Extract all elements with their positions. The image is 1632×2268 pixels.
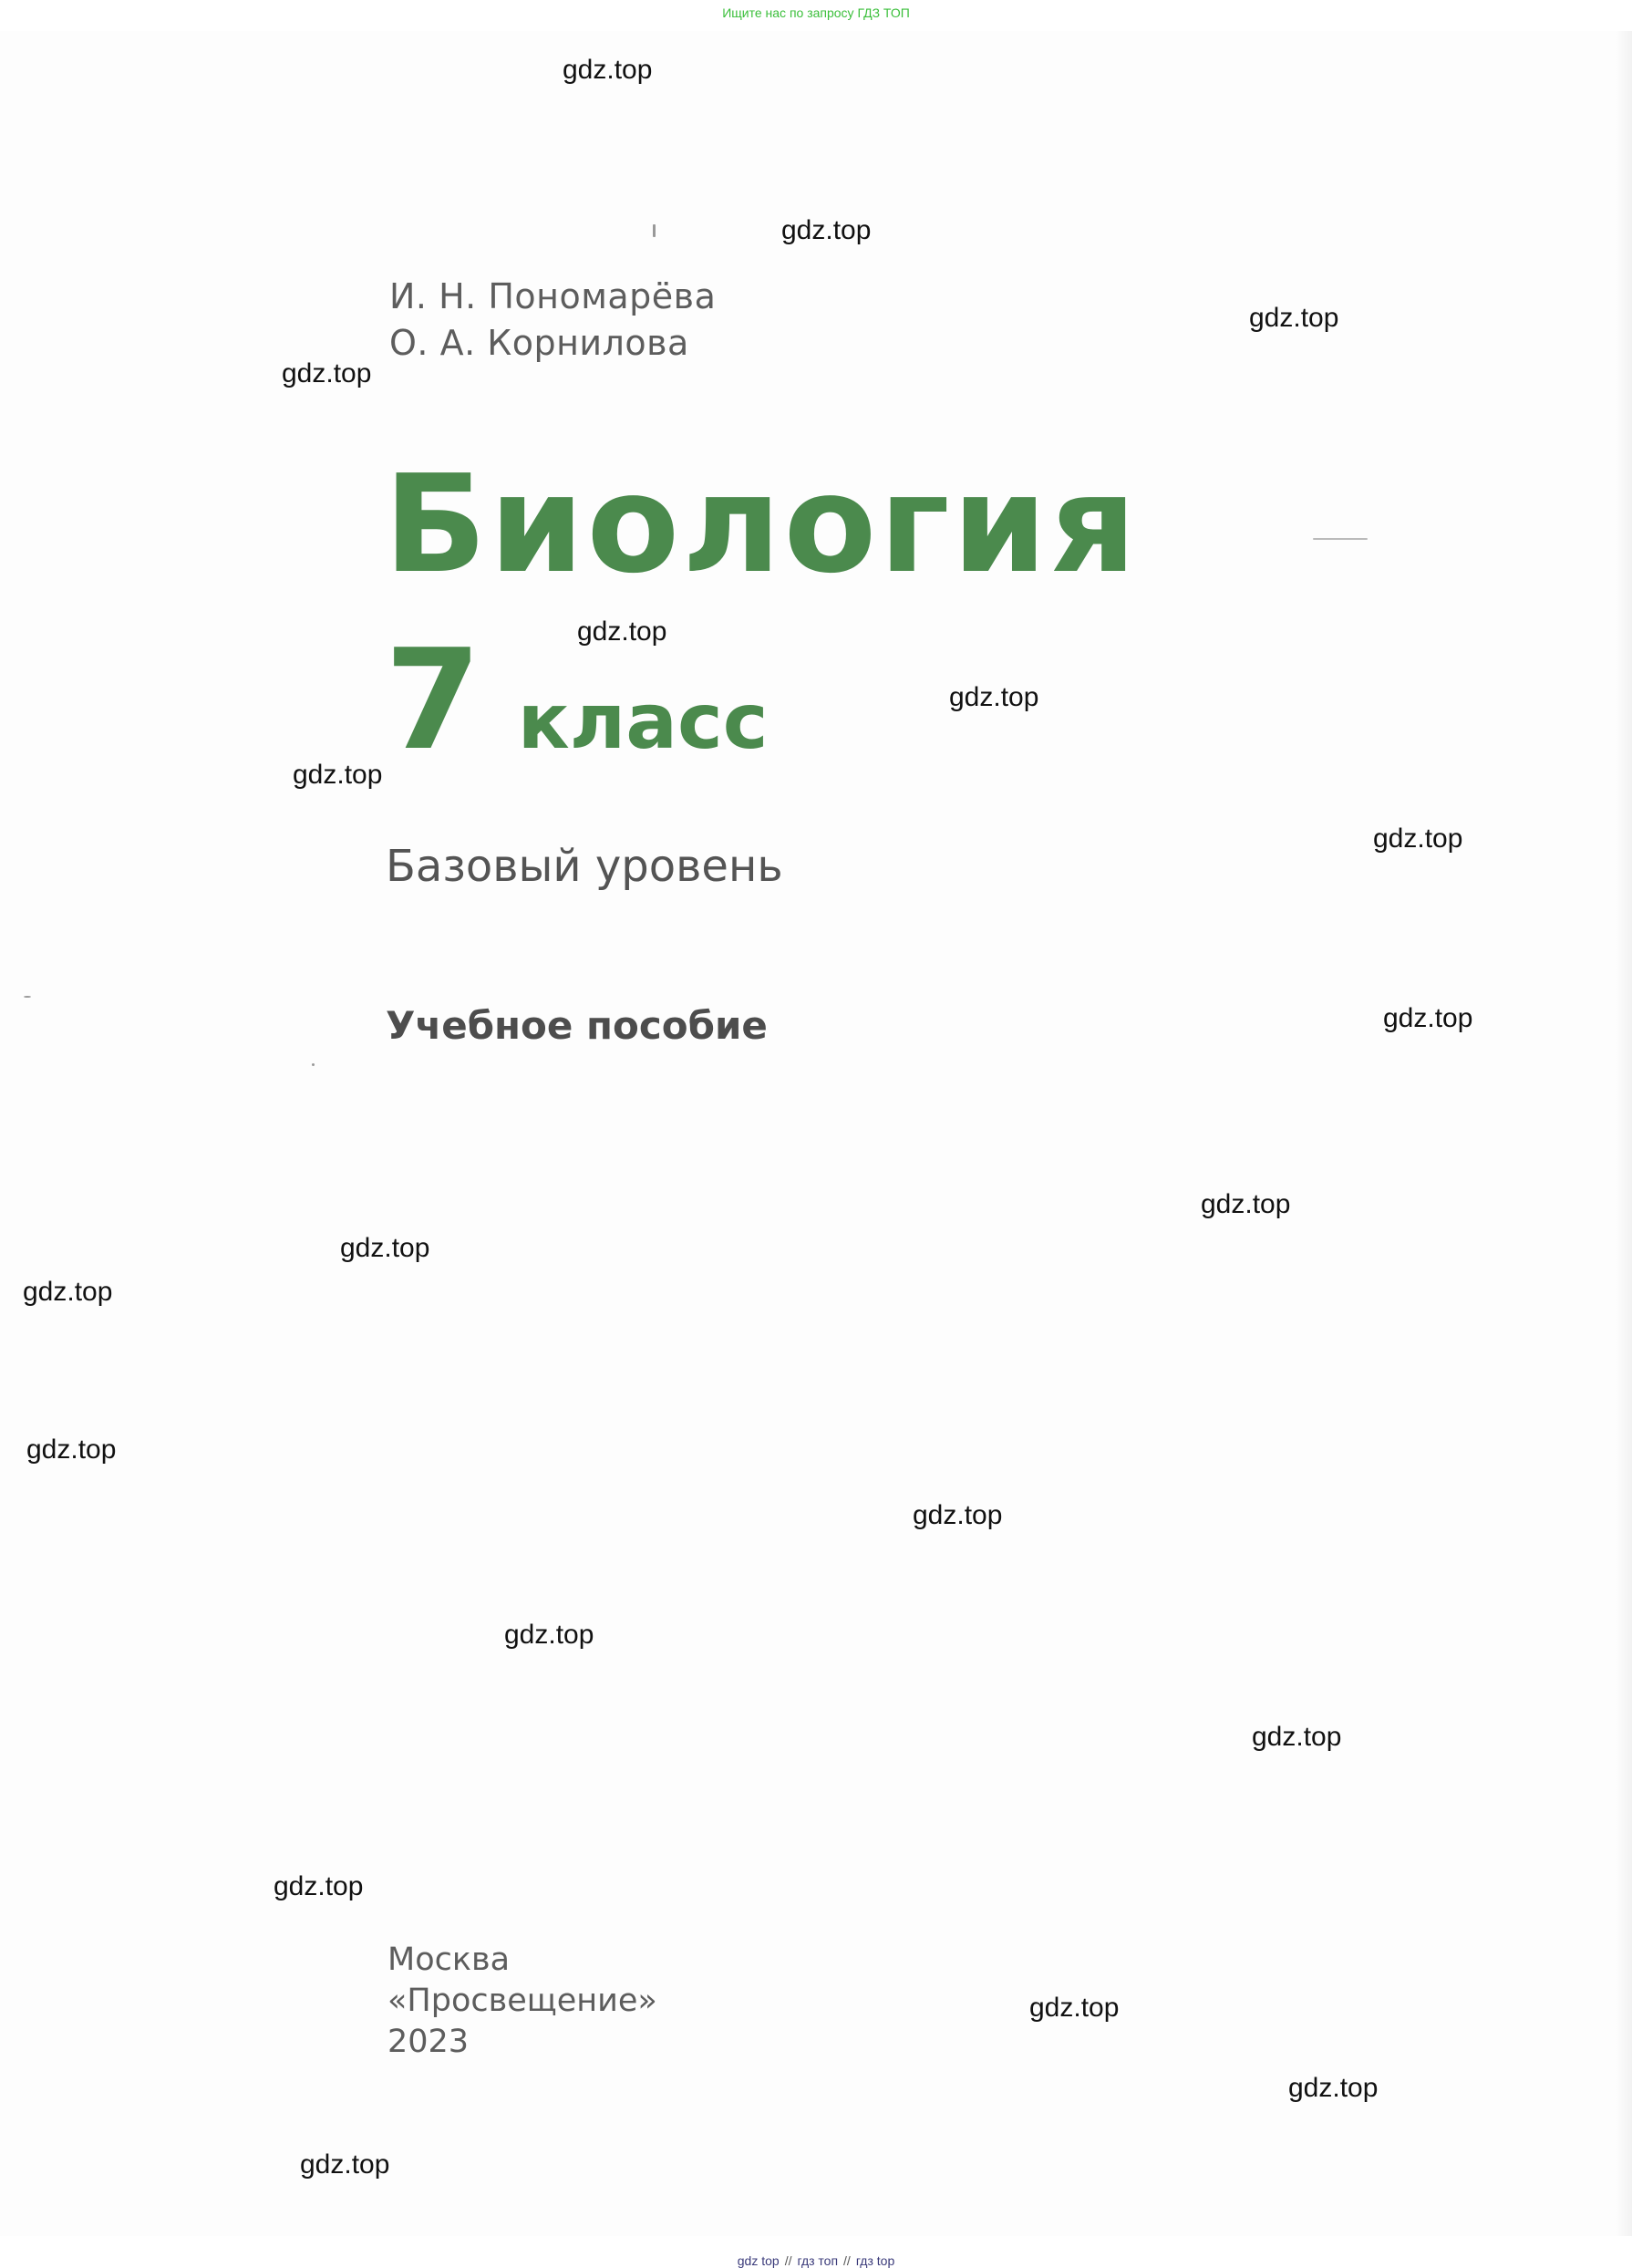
watermark-text: gdz.top bbox=[1373, 823, 1463, 854]
grade-word: класс bbox=[517, 677, 769, 766]
watermark-text: gdz.top bbox=[340, 1233, 430, 1263]
watermark-text: gdz.top bbox=[1201, 1189, 1291, 1219]
level-subtitle: Базовый уровень bbox=[386, 841, 783, 892]
book-type-label: Учебное пособие bbox=[386, 1003, 768, 1048]
watermark-text: gdz.top bbox=[1249, 303, 1339, 333]
link-separator: // bbox=[784, 2253, 792, 2268]
grade-number: 7 bbox=[385, 619, 481, 781]
scan-speck bbox=[24, 996, 31, 998]
watermark-text: gdz.top bbox=[1252, 1722, 1342, 1752]
watermark-text: gdz.top bbox=[1383, 1003, 1473, 1033]
imprint-publisher: «Просвещение» bbox=[387, 1983, 657, 2019]
watermark-text: gdz.top bbox=[504, 1620, 594, 1650]
bottom-link-gdz-top-mixed[interactable]: гдз top bbox=[855, 2253, 895, 2268]
watermark-text: gdz.top bbox=[23, 1277, 113, 1307]
top-banner bbox=[0, 0, 1632, 31]
bottom-links-bar bbox=[0, 2239, 1632, 2268]
watermark-text: gdz.top bbox=[293, 760, 383, 790]
author-name: О. А. Корнилова bbox=[389, 323, 689, 363]
imprint-year: 2023 bbox=[387, 2024, 470, 2060]
watermark-text: gdz.top bbox=[781, 215, 872, 245]
watermark-text: gdz.top bbox=[282, 358, 372, 388]
page-edge-shadow bbox=[1616, 31, 1632, 2236]
authors-block bbox=[389, 274, 1028, 367]
bottom-link-gdz-top-ru[interactable]: гдз топ bbox=[797, 2253, 839, 2268]
link-separator: // bbox=[843, 2253, 851, 2268]
bottom-link-gdz-top[interactable]: gdz top bbox=[737, 2253, 780, 2268]
watermark-text: gdz.top bbox=[274, 1871, 364, 1901]
search-hint-link[interactable]: Ищите нас по запросу ГДЗ ТОП bbox=[722, 5, 910, 20]
author-name: И. Н. Пономарёва bbox=[389, 276, 717, 316]
scan-speck bbox=[312, 1063, 315, 1066]
watermark-text: gdz.top bbox=[913, 1500, 1003, 1530]
watermark-text: gdz.top bbox=[949, 682, 1039, 712]
watermark-text: gdz.top bbox=[1288, 2073, 1379, 2103]
watermark-text: gdz.top bbox=[577, 616, 667, 647]
watermark-text: gdz.top bbox=[563, 55, 653, 85]
imprint-city: Москва bbox=[387, 1942, 511, 1978]
watermark-text: gdz.top bbox=[300, 2149, 390, 2180]
watermark-text: gdz.top bbox=[1029, 1993, 1120, 2023]
scan-speck bbox=[653, 224, 656, 237]
scan-speck bbox=[1313, 538, 1368, 540]
imprint-block bbox=[387, 1940, 657, 2063]
watermark-text: gdz.top bbox=[26, 1434, 117, 1465]
book-title: Биология bbox=[384, 446, 1140, 603]
